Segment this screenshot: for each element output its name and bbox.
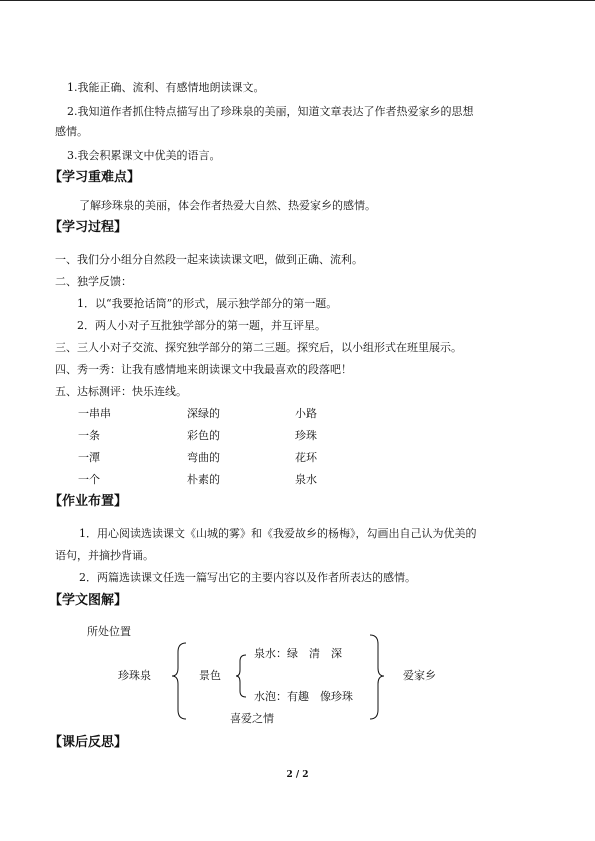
match-cell: 彩色的 [187,429,220,442]
diagram-scenery: 景色 [199,669,221,682]
match-cell: 朴素的 [187,473,220,486]
right-brace [370,635,384,719]
process-step-1: 一、我们分小组分自然段一起来读读课文吧，做到正确、流利。 [55,253,363,266]
homework-2: 2．两篇选读课文任选一篇写出它的主要内容以及作者所表达的感情。 [79,571,416,584]
diagram-love-feeling: 喜爱之情 [230,712,274,725]
match-cell: 一个 [78,473,100,486]
homework-1: 1．用心阅读选读课文《山城的雾》和《我爱故乡的杨梅》，勾画出自己认为优美的 [79,527,477,540]
process-heading: 【学习过程】 [49,220,128,235]
process-step-3: 三、三人小对子交流、探究独学部分的第二三题。探究后，以小组形式在班里展示。 [55,341,462,354]
goal-2-continued: 感情。 [55,125,88,138]
match-cell: 一串串 [78,407,111,420]
match-cell: 一潭 [78,451,100,464]
inner-brace [236,655,246,697]
homework-heading: 【作业布置】 [49,494,128,509]
process-step-2: 二、独学反馈： [55,275,132,288]
diagram-result: 爱家乡 [403,669,436,682]
match-cell: 花环 [295,451,317,464]
process-step-2-1: 1．以“我要抢话筒”的形式，展示独学部分的第一题。 [77,297,338,310]
key-points-heading: 【学习重难点】 [49,170,141,185]
diagram-bubbles: 水泡：有趣 像珍珠 [254,690,353,703]
goal-3: 3.我会积累课文中优美的语言。 [67,149,221,162]
match-cell: 深绿的 [187,407,220,420]
process-step-5: 五、达标测评：快乐连线。 [55,385,187,398]
page-number: 2 / 2 [286,770,309,780]
process-step-4: 四、秀一秀：让我有感情地来朗读课文中我最喜欢的段落吧！ [55,363,352,376]
key-points-text: 了解珍珠泉的美丽，体会作者热爱大自然、热爱家乡的感情。 [79,199,376,212]
homework-1-continued: 语句，并摘抄背诵。 [55,549,154,562]
diagram-heading: 【学文图解】 [49,593,128,608]
goal-1: 1.我能正确、流利、有感情地朗读课文。 [67,81,265,94]
process-step-2-2: 2．两人小对子互批独学部分的第一题，并互评星。 [77,319,326,332]
match-cell: 小路 [295,407,317,420]
match-cell: 一条 [78,429,100,442]
diagram-location: 所处位置 [87,625,131,638]
match-cell: 弯曲的 [187,451,220,464]
left-brace [172,643,186,719]
diagram-water: 泉水：绿 清 深 [254,647,342,660]
match-cell: 泉水 [295,473,317,486]
diagram-root: 珍珠泉 [118,669,151,682]
reflection-heading: 【课后反思】 [49,735,128,750]
match-cell: 珍珠 [295,429,317,442]
goal-2: 2.我知道作者抓住特点描写出了珍珠泉的美丽，知道文章表达了作者热爱家乡的思想 [67,105,474,118]
